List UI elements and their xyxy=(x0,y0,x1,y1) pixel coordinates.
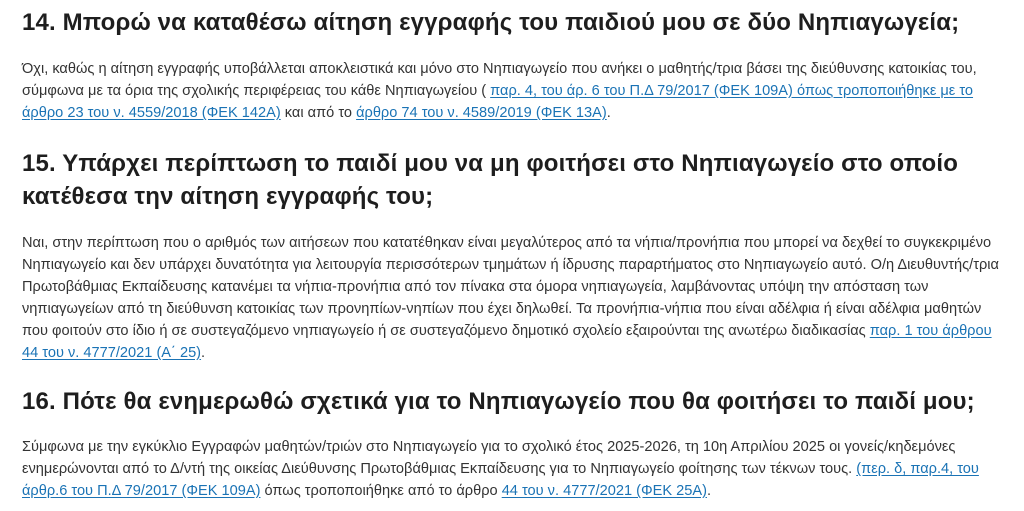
answer-16-text-2: όπως τροποποιήθηκε από το άρθρο xyxy=(260,483,502,499)
answer-15-text-2: . xyxy=(201,345,206,361)
answer-16-paragraph xyxy=(22,436,1004,502)
answer-16-text-1: Σύμφωνα με την εγκύκλιο Εγγραφών μαθητών/τριών στο Νηπιαγωγείο για το σχολικό έτος 2025-2026, τη 10η Απριλίου 2025 οι γονείς/κηδεμόνες ενημερώνονται από το Δ/ντή της οικείας Διεύθυνσης Πρωτοβάθμιας Εκπαίδευσης για το Νηπιαγωγείο φοίτησης των τέκνων τους. xyxy=(22,439,956,477)
answer-16-text-3: . xyxy=(706,483,712,499)
question-16-heading: 16. Πότε θα ενημερωθώ σχετικά για το Νηπιαγωγείο που θα φοιτήσει το παιδί μου; xyxy=(22,388,975,415)
question-14-heading: 14. Μπορώ να καταθέσω αίτηση εγγραφής του παιδιού μου σε δύο Νηπιαγωγεία; xyxy=(22,9,960,36)
answer-14-law-link-2[interactable]: άρθρο 74 του ν. 4589/2019 (ΦΕΚ 13Α) xyxy=(356,105,607,121)
answer-16-law-link-1[interactable]: (περ. δ, παρ.4, του άρθρ.6 του Π.Δ 79/2017 (ΦΕΚ 109Α) xyxy=(22,461,979,499)
answer-15-law-link[interactable]: παρ. 1 του άρθρου 44 του ν. 4777/2021 (Α΄ 25) xyxy=(22,323,992,361)
answer-14-paragraph xyxy=(22,58,1004,124)
answer-14-text-3: . xyxy=(606,105,611,121)
answer-15-text-1: Ναι, στην περίπτωση που ο αριθμός των αιτήσεων που κατατέθηκαν είναι μεγαλύτερος από τα νήπια/προνήπια που μπορεί να δεχθεί το συγκεκριμένο Νηπιαγωγείο και δεν υπάρχει δυνατότητα για λειτουργία περισσότερων τμημάτων ή ίδρυσης παραρτήματος στο Νηπιαγωγείο αυτό. Ο/η Διευθυντής/τρια Πρωτοβάθμιας Εκπαίδευσης κατανέμει τα νήπια-προνήπια από τον πίνακα στα όμορα νηπιαγωγεία, λαμβάνοντας υπόψη την απόσταση των νηπιαγωγείων από τη διεύθυνση κατοικίας των προνηπίων-νηπίων που έχει δηλωθεί. Τα προνήπια-νήπια που είναι αδέλφια ή είναι αδέλφια μαθητών που φοιτούν στο ίδιο ή σε συστεγαζόμενο νηπιαγωγείο ή σε συστεγαζόμενο δημοτικό σχολείο εξαιρούνται της ανωτέρω διαδικασίας xyxy=(22,235,999,339)
answer-14-text-1: Όχι, καθώς η αίτηση εγγραφής υποβάλλεται αποκλειστικά και μόνο στο Νηπιαγωγείο που ανήκει ο μαθητής/τρια βάσει της διεύθυνσης κατοικίας του, σύμφωνα με τα όρια της σχολικής περιφέρειας του κάθε Νηπιαγωγείου ( xyxy=(22,61,977,99)
answer-16-law-link-2[interactable]: 44 του ν. 4777/2021 (ΦΕΚ 25Α) xyxy=(501,483,707,499)
answer-14-text-2: και από το xyxy=(280,105,357,121)
question-15-heading: 15. Υπάρχει περίπτωση το παιδί μου να μη φοιτήσει στο Νηπιαγωγείο στο οποίο κατέθεσα την αίτηση εγγραφής του; xyxy=(22,150,958,210)
answer-15-paragraph xyxy=(22,232,1004,364)
answer-14-law-link-1[interactable]: παρ. 4, του άρ. 6 του Π.Δ 79/2017 (ΦΕΚ 109Α) όπως τροποποιήθηκε με το άρθρο 23 του ν. 4559/2018 (ΦΕΚ 142Α) xyxy=(22,83,974,121)
